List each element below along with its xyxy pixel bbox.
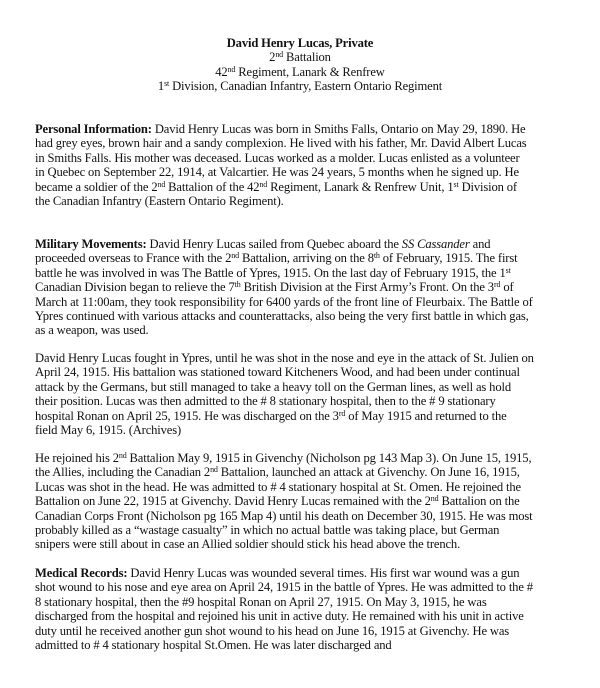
text-run: British Division at the First Army’s Front. On the 3 <box>240 280 494 295</box>
text-line <box>35 638 585 652</box>
ordinal-suffix: st <box>164 79 170 89</box>
section-heading: Military Movements: <box>35 237 147 251</box>
text-line <box>35 595 585 609</box>
text-run: in Smiths Falls. His mother was deceased. Lucas worked as a molder. Lucas enlisted as a volunteer <box>35 150 520 165</box>
ordinal-suffix: nd <box>210 465 218 475</box>
text-run: David Henry Lucas was wounded several times. His first war wound was a gun <box>127 566 520 580</box>
text-run: duty until he received another gun shot wound to his head on June 16, 1915 at Givenchy. He was <box>35 623 510 638</box>
ordinal-suffix: nd <box>157 179 166 189</box>
text-run: Canadian Division began to relieve the 7 <box>35 280 235 295</box>
text-run: Battalion, launched an attack at Givenchy. On June 16, 1915, <box>217 465 520 480</box>
text-line <box>35 237 585 251</box>
text-line <box>35 165 585 179</box>
text-run: Battalion <box>283 50 331 65</box>
text-run: David Henry Lucas fought in Ypres, until he was shot in the nose and eye in the attack of St. Julien on <box>35 351 534 365</box>
text-run: Ypres continued with various attacks and counterattacks, also being the very first battle in which gas, <box>35 308 529 323</box>
text-line <box>35 480 585 494</box>
text-run: Canadian Corps Front (Nicholson pg 165 Map 4) until his death on December 30, 1915. He was most <box>35 508 533 523</box>
text-run: 1 <box>157 79 165 94</box>
text-line <box>35 624 585 638</box>
text-run: became a soldier of the 2 <box>35 179 158 194</box>
ordinal-suffix: nd <box>275 50 284 60</box>
text-run: Lucas was shot in the head. He was admitted to # 4 stationary hospital at St. Omen. He rejoined the <box>35 479 521 494</box>
text-run: their position. Lucas was then admitted to the # 8 stationary hospital, then to the # 9 stationary <box>35 394 496 409</box>
text-run: Battalion May 9, 1915 in Givenchy (Nicholson pg 143 Map 3). On June 15, 1915, <box>126 451 532 465</box>
text-run: the Canadian Infantry (Eastern Ontario Regiment). <box>35 193 284 208</box>
ordinal-suffix: nd <box>259 179 268 189</box>
text-run: the Allies, including the Canadian 2 <box>35 465 211 480</box>
text-run: snipers were still about in case an Allied soldier should stick his head above the trench. <box>35 537 461 552</box>
text-run: admitted to # 4 stationary hospital St.Omen. He was later discharged and <box>35 637 392 652</box>
text-run: 8 stationary hospital, then the #9 hospital Ronan on April 27, 1915. On May 3, 1915, he was <box>35 594 487 609</box>
paragraph-personal-information <box>35 122 585 208</box>
text-line <box>35 136 585 150</box>
text-line <box>35 465 585 479</box>
text-run: Regiment, Lanark & Renfrew Unit, 1 <box>267 179 454 194</box>
text-line <box>35 122 585 136</box>
text-run: and <box>469 237 491 251</box>
text-run: of May 1915 and returned to the <box>345 408 507 423</box>
text-run: hospital Ronan on April 25, 1915. He was discharged on the 3 <box>35 408 339 423</box>
text-run: He rejoined his 2 <box>35 451 119 465</box>
section-heading: Personal Information: <box>35 122 152 136</box>
text-line <box>35 423 585 437</box>
ordinal-suffix: th <box>234 280 241 290</box>
text-line <box>35 580 585 594</box>
text-line <box>35 394 585 408</box>
text-line <box>35 180 585 194</box>
text-run: David Henry Lucas was born in Smiths Falls, Ontario on May 29, 1890. He <box>151 122 526 136</box>
text-line <box>35 194 585 208</box>
text-run: Battalion, arriving on the 8 <box>238 251 374 266</box>
text-run: Battalion on June 22, 1915 at Givenchy. David Henry Lucas remained with the 2 <box>35 494 431 509</box>
text-run: Division, Canadian Infantry, Eastern Ontario Regiment <box>169 79 443 94</box>
text-line <box>35 309 585 323</box>
ordinal-suffix: nd <box>118 451 127 460</box>
text-run: proceeded overseas to France with the 2 <box>35 251 232 266</box>
text-line <box>35 509 585 523</box>
ordinal-suffix: rd <box>338 408 346 418</box>
text-run: Division of <box>458 179 517 194</box>
ordinal-suffix: rd <box>493 280 501 290</box>
text-run: March at 11:00am, they took responsibility for 6400 yards of the front line of Fleurbaix. The Battle of <box>35 294 533 309</box>
ordinal-suffix: nd <box>227 64 236 74</box>
text-run: in Quebec on September 22, 1914, at Valcartier. He was 24 years, 5 months when he signed up. He <box>35 165 519 180</box>
text-run: probably killed as a “wastage casualty” in which no actual battle was taking place, but German <box>35 522 500 537</box>
text-run: field May 6, 1915. (Archives) <box>35 422 182 437</box>
text-line <box>35 266 585 280</box>
text-run: of <box>500 280 514 295</box>
text-line <box>35 151 585 165</box>
ordinal-suffix: th <box>373 251 380 261</box>
text-run: Battalion on the <box>438 494 520 509</box>
text-line <box>35 609 585 623</box>
text-run: discharged from the hospital and rejoined his unit in active duty. He remained with his unit in active <box>35 609 524 624</box>
text-line <box>35 251 585 265</box>
text-run: as a weapon, was used. <box>35 323 149 338</box>
paragraph-ypres <box>35 351 585 437</box>
text-line <box>35 365 585 379</box>
text-line <box>35 566 585 580</box>
text-run: Battalion of the 42 <box>165 179 260 194</box>
text-run: David Henry Lucas sailed from Quebec aboard the <box>146 237 402 251</box>
text-line <box>35 494 585 508</box>
text-line <box>0 65 600 79</box>
ordinal-suffix: nd <box>231 251 239 261</box>
text-line <box>35 380 585 394</box>
text-run: of February, 1915. The first <box>379 251 518 266</box>
text-line <box>0 79 600 93</box>
text-line <box>35 409 585 423</box>
text-line <box>35 323 585 337</box>
section-heading: David Henry Lucas, Private <box>226 36 374 50</box>
paragraph-medical-records <box>35 566 585 652</box>
ship-name: SS Cassander <box>401 237 470 251</box>
ordinal-suffix: nd <box>430 494 439 504</box>
section-heading: Medical Records: <box>35 566 128 580</box>
text-run: 2 <box>269 50 276 65</box>
paragraph-givenchy <box>35 451 585 552</box>
text-run: had grey eyes, brown hair and a sandy complexion. He lived with his father, Mr. David Albert Lucas <box>35 136 527 151</box>
text-line <box>35 523 585 537</box>
ordinal-suffix: st <box>453 179 459 189</box>
text-run: Regiment, Lanark & Renfrew <box>235 64 385 79</box>
text-line <box>35 280 585 294</box>
text-run: attack by the Germans, but still managed to take a heavy toll on the German lines, as well as hold <box>35 379 511 394</box>
paragraph-military-movements <box>35 237 585 338</box>
text-run: battle he was involved in was The Battle of Ypres, 1915. On the last day of February 1915, the 1 <box>35 265 506 280</box>
text-line <box>35 537 585 551</box>
text-run: 42 <box>215 64 228 79</box>
text-run: April 24, 1915. His battalion was stationed toward Kitcheners Wood, and had been under continual <box>35 365 520 380</box>
text-run: shot wound to his nose and eye area on April 24, 1915 in the battle of Ypres. He was admitted to the # <box>35 580 533 595</box>
text-line <box>0 36 600 50</box>
document-header <box>0 36 600 94</box>
text-line <box>0 50 600 64</box>
text-line <box>35 451 585 465</box>
text-line <box>35 351 585 365</box>
ordinal-suffix: st <box>505 265 511 275</box>
text-line <box>35 295 585 309</box>
